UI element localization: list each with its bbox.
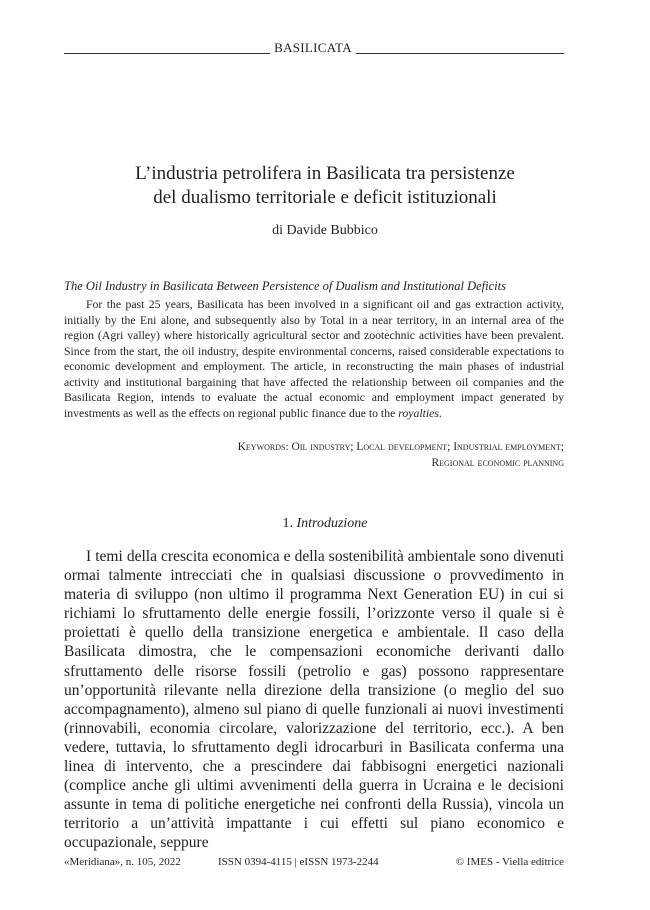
section-title: Introduzione bbox=[296, 516, 368, 531]
article-title-line-1: L’industria petrolifera in Basilicata tra persistenze bbox=[135, 163, 515, 184]
keywords bbox=[64, 440, 564, 471]
footer-journal: «Meridiana», n. 105, 2022 bbox=[64, 856, 181, 868]
abstract-text: For the past 25 years, Basilicata has been involved in a significant oil and gas extraction activity, initially by the Eni alone, and subsequently also by Total in a near territory, in an internal area of the region (Agri valley) where historically agricultural sector and zootechnic activities have been prevalent. Since from the start, the oil industry, despite environmental concerns, raised considerable expectations to economic development and employment. The article, in reconstructing the main phases of industrial activity and institutional bargaining that have affected the relationship between oil companies and the Basilicata Region, intends to evaluate the actual economic and employment impact generated by investments as well as the effects on regional public finance due to the bbox=[64, 298, 564, 420]
running-header bbox=[64, 39, 564, 59]
running-title: BASILICATA bbox=[274, 40, 352, 55]
page-footer bbox=[64, 856, 564, 872]
article-title bbox=[60, 162, 590, 210]
footer-publisher: © IMES - Viella editrice bbox=[455, 856, 564, 868]
footer-issn: ISSN 0394-4115 | eISSN 1973-2244 bbox=[218, 856, 379, 868]
keywords-line-2: Regional economic planning bbox=[431, 456, 564, 469]
article-title-line-2: del dualismo territoriale e deficit istituzionali bbox=[153, 187, 497, 208]
header-rule-left bbox=[64, 53, 270, 54]
abstract-italic-term: royalties bbox=[398, 406, 439, 420]
english-title: The Oil Industry in Basilicata Between Persistence of Dualism and Institutional Deficits bbox=[64, 279, 506, 293]
body-paragraph: I temi della crescita economica e della sostenibilità ambientale sono divenuti ormai talmente intrecciati che in qualsiasi discussione o provvedimento in materia di sviluppo (non ultimo il programma Next Generation EU) in cui si richiami lo sfruttamento delle energie fossili, l’orizzonte verso il quale si è proiettati è quello della transizione energetica e ambientale. Il caso della Basilicata dimostra, che le compensazioni economiche derivanti dallo sfruttamento delle risorse fossili (petrolio e gas) possono rappresentare un’opportunità rilevante nella direzione della transizione (o meglio del suo accompagnamento), almeno sul piano di quelle funzionali ai nuovi investimenti (rinnovabili, economia circolare, valorizzazione del territorio, ecc.). A ben vedere, tuttavia, lo sfruttamento degli idrocarburi in Basilicata conferma una linea di intervento, che a prescindere dai fabbisogni energetici nazionali (complice anche gli ultimi avvenimenti della guerra in Ucraina e le decisioni assunte in tema di politiche energetiche nei confronti della Russia), vincola un territorio a un’attività impattante i cui effetti sul piano economico e occupazionale, seppure bbox=[64, 548, 564, 852]
section-heading bbox=[60, 516, 590, 532]
keywords-label: Keywords: bbox=[237, 441, 289, 453]
abstract-end: . bbox=[438, 406, 442, 420]
author-byline: di Davide Bubbico bbox=[272, 223, 378, 238]
abstract bbox=[64, 297, 564, 421]
keywords-line-1: Oil industry; Local development; Industrial employment; bbox=[291, 441, 564, 453]
header-rule-right bbox=[356, 53, 564, 54]
section-number: 1. bbox=[282, 516, 293, 531]
